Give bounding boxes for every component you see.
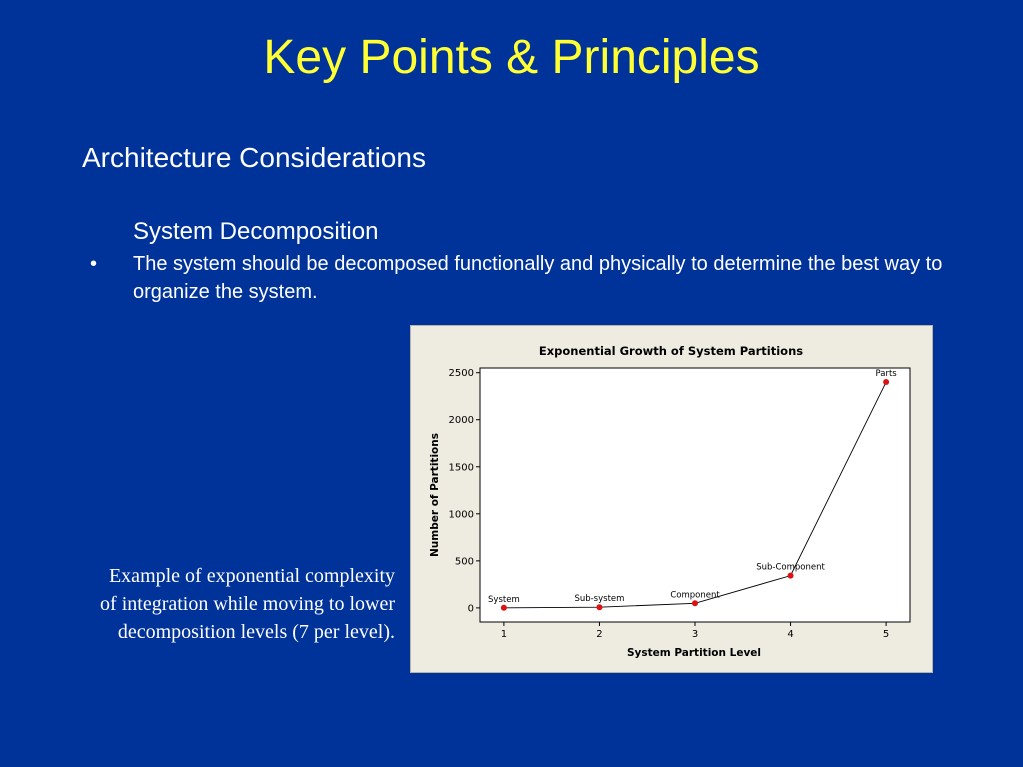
data-point-label: Sub-Component <box>756 562 825 573</box>
y-tick-label: 1500 <box>448 462 474 474</box>
plot-area <box>480 368 910 622</box>
x-tick-label: 4 <box>787 629 794 640</box>
data-point <box>883 379 889 385</box>
y-tick-label: 2000 <box>448 415 474 427</box>
chart-caption: Example of exponential complexity of integration while moving to lower decomposition levels (7 per level). <box>100 565 395 643</box>
y-tick-label: 500 <box>454 556 474 568</box>
chart-svg <box>411 326 932 672</box>
chart-title: Exponential Growth of System Partitions <box>538 344 804 358</box>
x-tick-label: 3 <box>691 629 699 640</box>
slide-title: Key Points & Principles <box>263 31 760 84</box>
chart-frame <box>410 325 933 673</box>
data-point <box>501 605 507 611</box>
x-axis-ticks <box>501 622 890 640</box>
data-point <box>692 600 698 606</box>
data-point-label: System <box>488 594 520 605</box>
data-point-label: Parts <box>875 369 897 380</box>
bullet-item <box>90 250 970 306</box>
y-axis-ticks <box>449 368 480 614</box>
y-tick-label: 2500 <box>448 368 474 380</box>
y-tick-label: 0 <box>467 603 474 615</box>
x-tick-label: 5 <box>882 629 890 640</box>
bullet-text: The system should be decomposed functionally and physically to determine the best way to organize the system. <box>133 253 943 303</box>
x-tick-label: 1 <box>500 629 508 640</box>
bullet-marker: • <box>90 253 98 275</box>
section-heading: Architecture Considerations <box>82 142 426 173</box>
data-point-label: Sub-system <box>574 594 625 605</box>
x-tick-label: 2 <box>596 629 603 640</box>
x-axis-label: System Partition Level <box>626 647 762 659</box>
data-point-label: Component <box>670 590 720 601</box>
y-axis-label: Number of Partitions <box>429 433 441 557</box>
subsection-heading: System Decomposition <box>133 218 379 245</box>
data-point <box>596 604 602 610</box>
y-tick-label: 1000 <box>448 509 474 521</box>
data-point <box>788 573 794 579</box>
